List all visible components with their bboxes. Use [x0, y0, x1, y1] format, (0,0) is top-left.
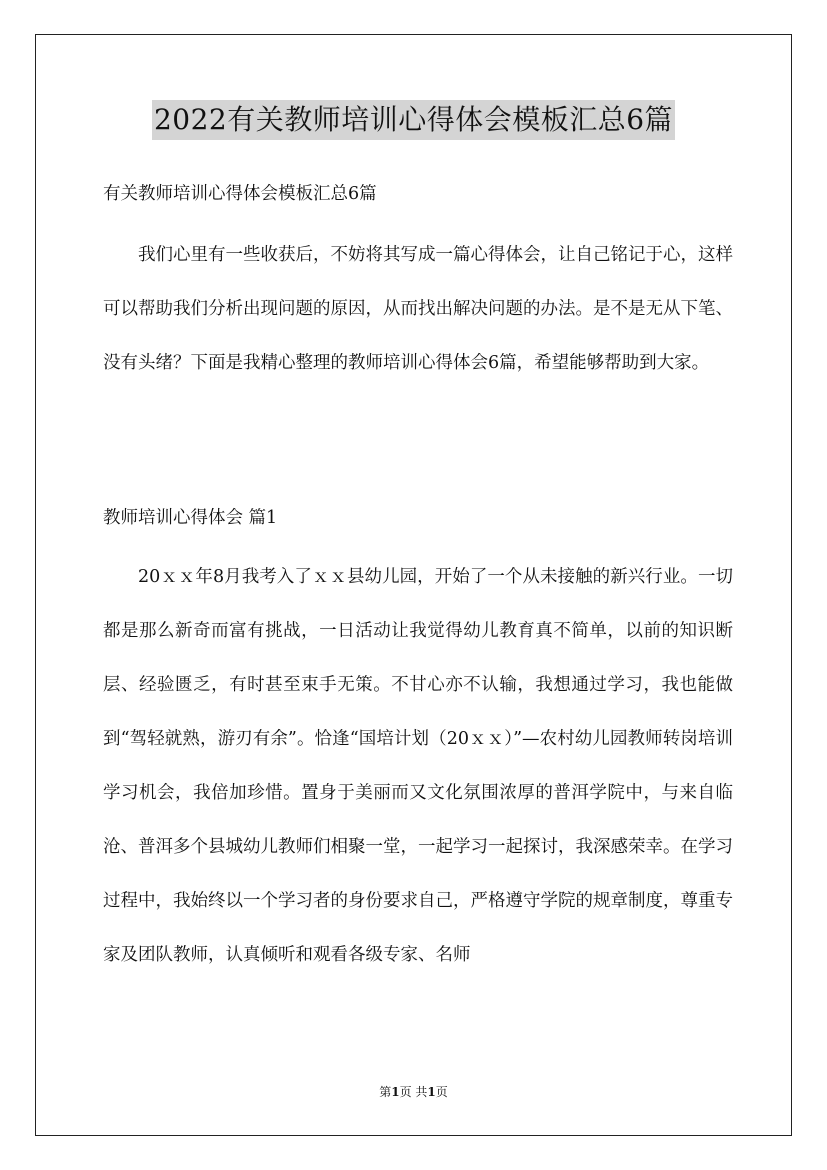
section-heading: 教师培训心得体会 篇1: [103, 508, 278, 528]
title-container: [0, 100, 827, 140]
document-title: 2022有关教师培训心得体会模板汇总6篇: [152, 100, 675, 140]
footer-page-mid: 页 共: [399, 1085, 428, 1099]
footer-page-total: 1: [427, 1085, 436, 1099]
footer-page-suffix: 页: [435, 1085, 448, 1099]
footer-page-prefix: 第: [379, 1085, 392, 1099]
section-paragraph: 20ｘｘ年8月我考入了ｘｘ县幼儿园，开始了一个从未接触的新兴行业。一切都是那么新奇而富有挑战，一日活动让我觉得幼儿教育真不简单，以前的知识断层、经验匮乏，有时甚至束手无策。不甘心亦不认输，我想通过学习，我也能做到“驾轻就熟，游刃有余”。恰逢“国培计划（20ｘｘ）”—农村幼儿园教师转岗培训学习机会，我倍加珍惜。置身于美丽而又文化氛围浓厚的普洱学院中，与来自临沧、普洱多个县城幼儿教师们相聚一堂，一起学习一起探讨，我深感荣幸。在学习过程中，我始终以一个学习者的身份要求自己，严格遵守学院的规章制度，尊重专家及团队教师，认真倾听和观看各级专家、名师: [103, 567, 733, 965]
intro-paragraph: 我们心里有一些收获后，不妨将其写成一篇心得体会，让自己铭记于心，这样可以帮助我们分析出现问题的原因，从而找出解决问题的办法。是不是无从下笔、没有头绪？下面是我精心整理的教师培训心得体会6篇，希望能够帮助到大家。: [103, 245, 733, 373]
footer-page-current: 1: [391, 1085, 400, 1099]
page-footer: [0, 1082, 827, 1102]
document-subtitle: 有关教师培训心得体会模板汇总6篇: [103, 184, 377, 204]
